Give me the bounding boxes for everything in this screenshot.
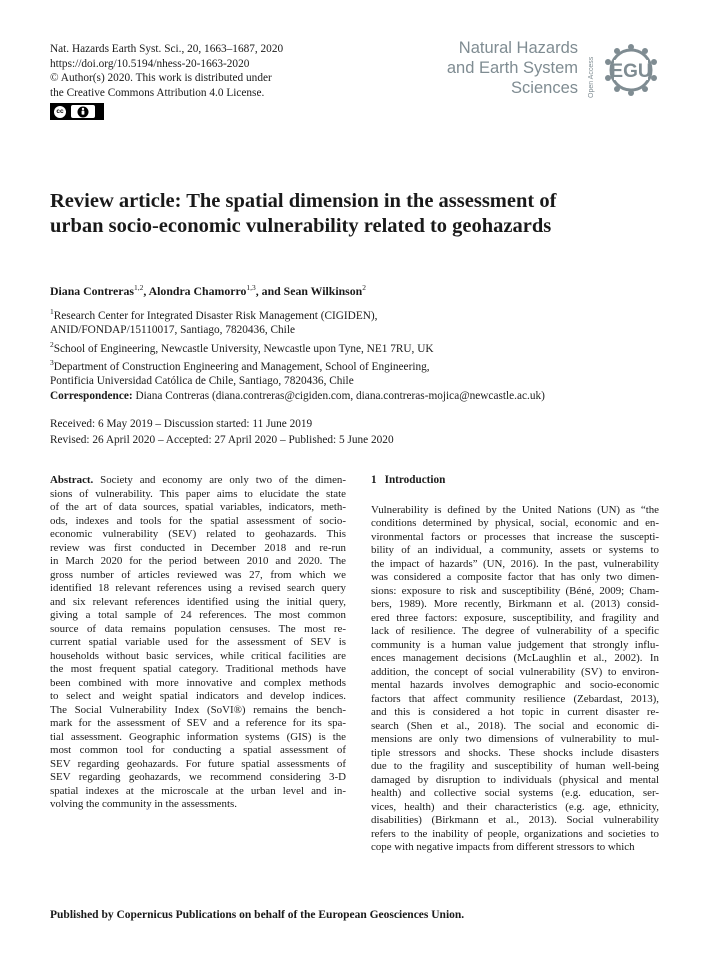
text-line: current spatial variable used for the assessment of SEV is <box>50 636 346 649</box>
text-line: damaged by disruption to individuals (physical and mental <box>371 773 659 786</box>
text-line: the impact of hazards” (UN, 2016). In the past, vulnerability <box>371 557 659 570</box>
journal-name-logo: Natural Hazards and Earth System Sciences <box>446 39 578 97</box>
text-line: spatial indexes at the microscale at the urban level and in- <box>50 784 346 797</box>
affiliation-line: $^1$Research Center for Integrated Disaster Risk Management (CIGIDEN), <box>50 307 378 322</box>
publisher-footer: Published by Copernicus Publications on behalf of the European Geosciences Union. <box>50 909 465 921</box>
text-line: SEV regarding geohazards, we recommend considering 3-D <box>50 771 346 784</box>
text-line: mensions are only two dimensions of vulnerability to mul- <box>371 733 659 746</box>
text-line: SEV regarding geohazards. For future spatial assessments of <box>50 757 346 770</box>
affiliation-line: $^3$Department of Construction Engineering and Management, School of Engineering, <box>50 358 430 373</box>
doi-link[interactable]: https://doi.org/10.5194/nhess-20-1663-2020 <box>50 57 250 70</box>
text-line: been combined with more innovative and complex methods <box>50 676 346 689</box>
open-access-label <box>586 44 596 98</box>
copyright-line: © Author(s) 2020. This work is distributed under <box>50 72 272 84</box>
text-line: and this is considered a hot topic in current disaster re- <box>371 706 659 719</box>
author-name: Diana Contreras <box>50 283 134 298</box>
text-line: community is a human value judgement that strongly influ- <box>371 638 659 651</box>
text-line: tiple stressors and shocks. These shocks include disasters <box>371 746 659 759</box>
text-line: identified 18 relevant references using a revised search query <box>50 582 346 595</box>
abstract-label: Abstract. <box>50 474 94 486</box>
text-line: ered three factors: exposure, susceptibility, and fragility and <box>371 611 659 624</box>
author-affil-sup: 1,3 <box>246 283 256 292</box>
author-affil-sup: 1,2 <box>134 283 144 292</box>
text-line: disabilities) (Birkmann et al., 2013). Social vulnerability <box>371 814 659 827</box>
egu-logo-icon <box>598 42 664 98</box>
text-line: bers, 1989). More recently, Birkmann et al. (2013) consid- <box>371 598 659 611</box>
date-line: Revised: 26 April 2020 – Accepted: 27 April 2020 – Published: 5 June 2020 <box>50 434 394 446</box>
affiliation-line: ANID/FONDAP/15110017, Santiago, 7820436, Chile <box>50 324 295 337</box>
text-line: giving a total sample of 24 references. The most common <box>50 609 346 622</box>
text-line: tial assessment. Geographic information systems (GIS) is the <box>50 730 346 743</box>
text-line: Vulnerability is defined by the United Nations (UN) as “the <box>371 503 659 516</box>
text-line: of the art of data sources, spatial variables, indicators, meth- <box>50 501 346 514</box>
text-line: search (Shen et al., 2018). The social and economic di- <box>371 719 659 732</box>
affiliations <box>50 305 570 389</box>
affiliation-line: Pontificia Universidad Católica de Chile, Santiago, 7820436, Chile <box>50 375 354 388</box>
text-line: conditions determined by physical, social, economic and en- <box>371 517 659 530</box>
by-attribution-icon <box>71 105 95 118</box>
date-line: Received: 6 May 2019 – Discussion started: 11 June 2019 <box>50 418 313 430</box>
author-affil-sup: 2 <box>362 283 366 292</box>
correspondence-label: Correspondence: <box>50 390 133 402</box>
journal-logo[interactable] <box>438 38 678 100</box>
text-line: ods, indexes and tools for the spatial assessment of socio- <box>50 514 346 527</box>
text-line: factors that affect community resilience (Zebardast, 2013), <box>371 692 659 705</box>
text-line: due to the fragility and susceptibility of human well-being <box>371 760 659 773</box>
text-line: and six relevant references identified using the initial query, <box>50 595 346 608</box>
text-line: sions: exposure to risk and susceptibility (Béné, 2009; Cham- <box>371 584 659 597</box>
article-dates <box>50 416 394 448</box>
author-name: Alondra Chamorro <box>148 283 247 298</box>
affiliation-line: $^2$School of Engineering, Newcastle University, Newcastle upon Tyne, NE1 7RU, UK <box>50 339 434 355</box>
section-number: 1 <box>371 474 377 486</box>
text-line: refers to the inability of people, organizations and societies to <box>371 827 659 840</box>
license-line: the Creative Commons Attribution 4.0 License. <box>50 86 265 99</box>
author-name: Sean Wilkinson <box>283 283 363 298</box>
author-list: Diana Contreras$^{1,2}$, Alondra Chamorro$^{1,3}$, and Sean Wilkinson$^2$ <box>50 283 366 298</box>
text-line: ences management decisions (McLaughlin et al., 2002). In <box>371 652 659 665</box>
cc-by-license-badge[interactable] <box>50 103 104 120</box>
cc-icon: cc <box>54 106 66 118</box>
text-line: most common tool for conducting a spatial assessment of <box>50 744 346 757</box>
text-line: was considered a composite factor that has only two dimen- <box>371 571 659 584</box>
text-line: volving the community in the assessments. <box>50 798 237 811</box>
abstract <box>50 474 346 812</box>
text-line: health) and collective social systems (e.g. education, ser- <box>371 787 659 800</box>
text-line: in March 2020 for the period between 2010 and 2020. The <box>50 555 346 568</box>
text-line: bility of an individual, a community, assets or systems to <box>371 544 659 557</box>
text-line: vices, health) and their characteristics (e.g. age, ethnicity, <box>371 800 659 813</box>
svg-text:EGU: EGU <box>610 61 652 82</box>
text-line: addition, the concept of social vulnerability (SV) to environ- <box>371 665 659 678</box>
text-line: source of data remains population censuses. The most re- <box>50 622 346 635</box>
introduction-section <box>371 474 659 855</box>
journal-citation: Nat. Hazards Earth Syst. Sci., 20, 1663–1687, 2020 <box>50 43 284 55</box>
text-line: the most frequent spatial category. Traditional methods have <box>50 663 346 676</box>
text-line: cope with negative impacts from different stressors to which <box>371 841 635 854</box>
svg-text:Open Access: Open Access <box>588 56 595 98</box>
text-line: sions of vulnerability. This paper aims to elucidate the state <box>50 487 346 500</box>
introduction-body <box>371 504 659 855</box>
correspondence-text[interactable]: Diana Contreras (diana.contreras@cigiden.com, diana.contreras-mojica@newcastle.ac.uk) <box>135 390 545 402</box>
section-title: Introduction <box>384 474 446 486</box>
text-line: review was first conducted in December 2018 and re-run <box>50 541 346 554</box>
text-line: mark for the assessment of SEV and a reference for its spa- <box>50 717 346 730</box>
article-title: Review article: The spatial dimension in the assessment of urban socio-economic vulnerability related to geohazards <box>50 190 557 237</box>
text-line: The Social Vulnerability Index (SoVI®) remains the bench- <box>50 703 346 716</box>
journal-header <box>50 42 283 100</box>
text-line: gross number of articles reviewed was 27, from which we <box>50 568 346 581</box>
text-line: to select and weight spatial indicators and develop indices. <box>50 690 346 703</box>
text-line: Abstract. Society and economy are only two of the dimen- <box>50 474 346 486</box>
text-line: mental hazards involves demographic and socio-economic <box>371 679 659 692</box>
text-line: households without basic services, while critical facilities are <box>50 649 346 662</box>
section-heading <box>371 474 659 488</box>
abstract-body <box>50 474 346 812</box>
text-line: lack of resilience. The degree of vulnerability of a specific <box>371 625 659 638</box>
text-line: economic vulnerability (SEV) related to geohazards. This <box>50 528 346 541</box>
correspondence <box>50 390 545 402</box>
text-line: vironmental factors or processes that increase the suscepti- <box>371 530 659 543</box>
